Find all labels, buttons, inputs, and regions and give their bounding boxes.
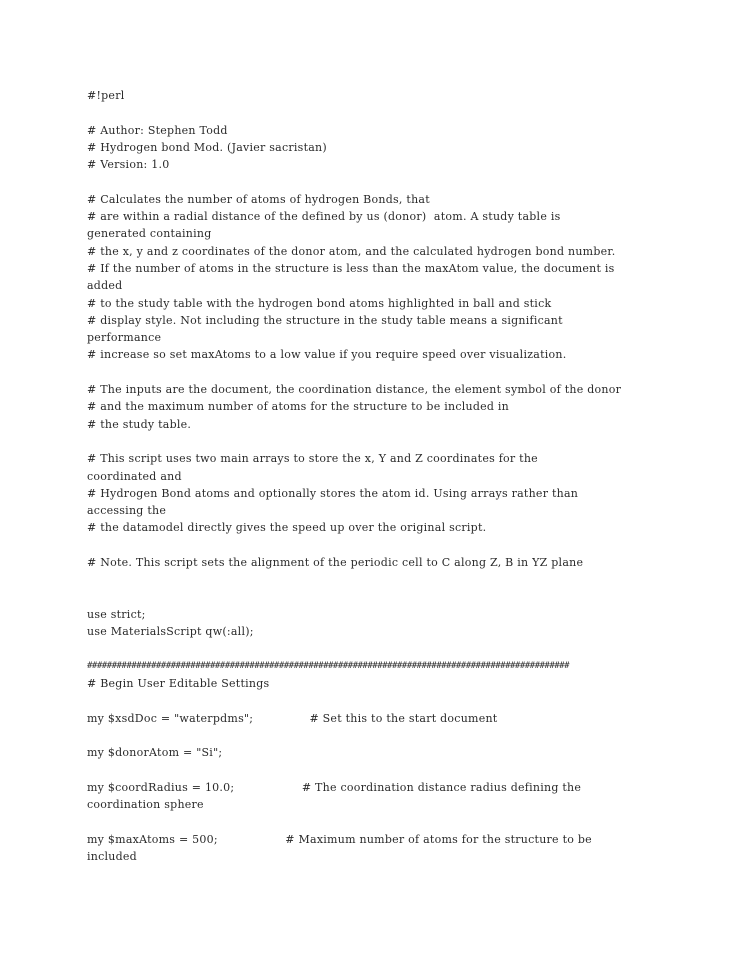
comment-line: # increase so set maxAtoms to a low value if you require speed over visualization.	[87, 348, 567, 362]
blank-line	[87, 537, 659, 554]
comment-line: # This script uses two main arrays to store the x, Y and Z coordinates for the	[87, 452, 538, 466]
comment-line: # If the number of atoms in the structure is less than the maxAtom value, the document is	[87, 261, 615, 275]
blank-line	[87, 692, 659, 709]
blank-line	[87, 762, 659, 779]
code-line: my $coordRadius = 10.0; # The coordination distance radius defining the	[87, 780, 582, 794]
comment-line: # the x, y and z coordinates of the donor atom, and the calculated hydrogen bond number.	[87, 244, 616, 258]
comment-line: # Begin User Editable Settings	[87, 677, 270, 691]
comment-line: # Author: Stephen Todd	[87, 123, 228, 137]
comment-line: # Hydrogen Bond atoms and optionally stores the atom id. Using arrays rather than	[87, 486, 579, 500]
blank-line	[87, 571, 659, 588]
comment-line: # The inputs are the document, the coordination distance, the element symbol of the donor	[87, 383, 622, 397]
separator-line: ##################################################################################################	[87, 660, 570, 671]
code-line: use MaterialsScript qw(:all);	[87, 625, 254, 639]
code-line: coordination sphere	[87, 798, 204, 812]
comment-line: # are within a radial distance of the defined by us (donor) atom. A study table is	[87, 210, 561, 224]
code-line: added	[87, 279, 123, 293]
comment-line: # the study table.	[87, 417, 192, 431]
code-line: use strict;	[87, 607, 146, 621]
blank-line	[87, 364, 659, 381]
comment-line: # the datamodel directly gives the speed up over the original script.	[87, 521, 487, 535]
code-line: my $maxAtoms = 500; # Maximum number of atoms for the structure to be	[87, 832, 592, 846]
comment-line: # display style. Not including the structure in the study table means a significant	[87, 313, 563, 327]
code-line: my $xsdDoc = "waterpdms"; # Set this to the start document	[87, 711, 498, 725]
code-line: coordinated and	[87, 469, 182, 483]
blank-line	[87, 813, 659, 830]
code-line: my $donorAtom = "Si";	[87, 746, 223, 760]
blank-line	[87, 433, 659, 450]
blank-line	[87, 589, 659, 606]
comment-line: # Note. This script sets the alignment of the periodic cell to C along Z, B in YZ plane	[87, 556, 584, 570]
code-line: generated containing	[87, 227, 212, 241]
blank-line	[87, 104, 659, 121]
comment-line: # to the study table with the hydrogen bond atoms highlighted in ball and stick	[87, 296, 552, 310]
code-document	[87, 87, 659, 865]
code-line: included	[87, 850, 137, 864]
comment-line: # Calculates the number of atoms of hydrogen Bonds, that	[87, 192, 430, 206]
code-line: accessing the	[87, 504, 167, 518]
comment-line: # Hydrogen bond Mod. (Javier sacristan)	[87, 140, 327, 154]
blank-line	[87, 173, 659, 190]
comment-line: #!perl	[87, 89, 125, 102]
blank-line	[87, 641, 659, 658]
blank-line	[87, 727, 659, 744]
comment-line: # Version: 1.0	[87, 158, 170, 172]
code-line: performance	[87, 331, 162, 345]
comment-line: # and the maximum number of atoms for the structure to be included in	[87, 400, 510, 414]
